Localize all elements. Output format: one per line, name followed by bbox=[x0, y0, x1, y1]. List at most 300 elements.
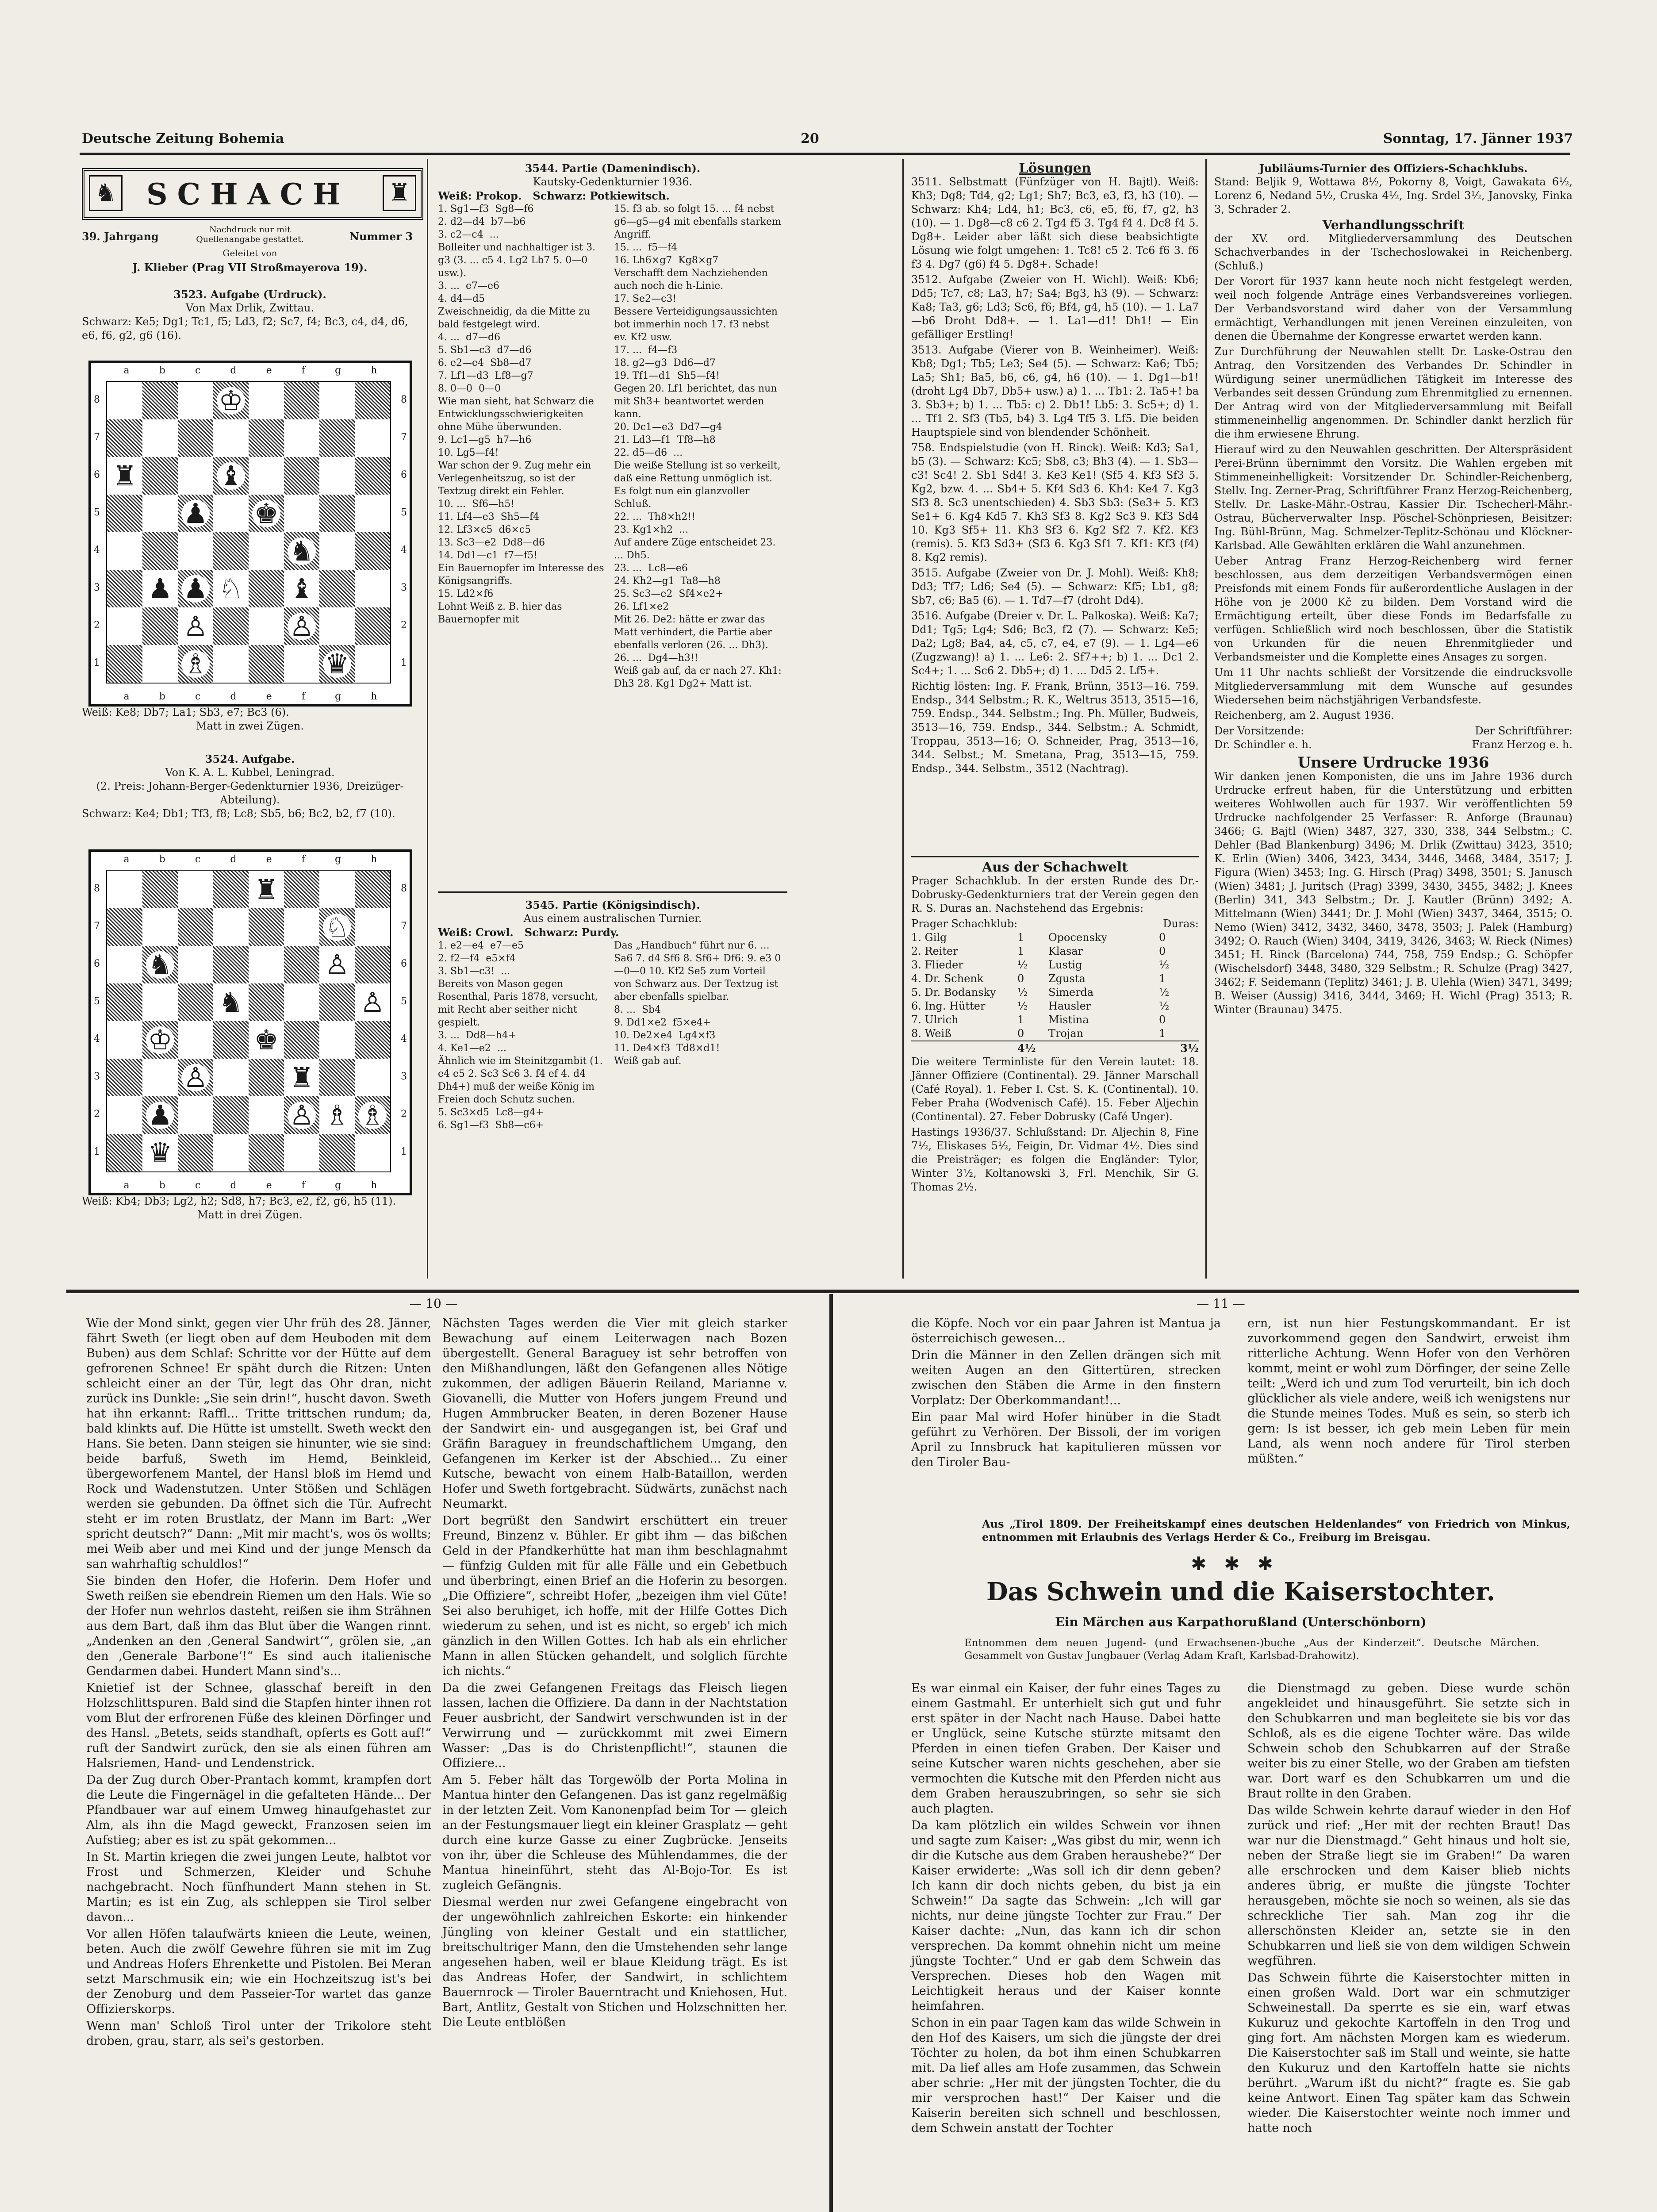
schachwelt-text: Die weitere Terminliste für den Verein lautet: 18. Jänner Offiziere (Continental). 29. Jänner Marschall (Café Royal). 1. Feber I. Cst. S. K. (Continental). 10. Feber Praha (Wodvenisch Café). 15. Feber Aljechin (Continental). 27. Feber Dobrusky (Café Unger). bbox=[911, 1056, 1199, 1123]
board-square bbox=[213, 908, 249, 946]
result-cell: 3. Flieder bbox=[911, 959, 963, 971]
board-square bbox=[107, 532, 142, 570]
board-square bbox=[107, 1021, 142, 1059]
jubilaeum-title: Jubiläums-Turnier des Offiziers-Schachklubs. bbox=[1259, 162, 1528, 175]
result-cell: Zgusta bbox=[1048, 972, 1085, 985]
problem-3524-author: Von K. A. L. Kubbel, Leningrad. bbox=[165, 766, 335, 779]
result-cell: 0 bbox=[1159, 945, 1166, 957]
board-square bbox=[249, 495, 284, 532]
board-square bbox=[355, 871, 390, 908]
board-square bbox=[213, 532, 249, 570]
board-square bbox=[107, 1059, 142, 1096]
board-square bbox=[178, 382, 213, 419]
result-cell: 0 bbox=[1017, 1027, 1024, 1040]
verhandlung-title: Verhandlungsschrift bbox=[1322, 218, 1465, 232]
result-cell: 1 bbox=[1017, 945, 1024, 957]
board-square bbox=[213, 1021, 249, 1059]
chess-piece-icon: ♘ bbox=[323, 914, 351, 941]
board-square bbox=[284, 457, 319, 495]
right-column bbox=[1214, 161, 1573, 1279]
signature: Dr. Schindler e. h. bbox=[1214, 738, 1312, 751]
result-cell: Lustig bbox=[1048, 959, 1082, 971]
board-files-top: a b c d e f g h bbox=[123, 854, 377, 865]
board-square bbox=[284, 607, 319, 645]
board-square bbox=[249, 382, 284, 419]
board-square bbox=[107, 871, 142, 908]
schach-title: SCHACH bbox=[146, 177, 350, 211]
board-square bbox=[213, 382, 249, 419]
partie-divider bbox=[438, 891, 787, 893]
board-square bbox=[178, 457, 213, 495]
board-square bbox=[107, 1096, 142, 1134]
signature-label: Der Vorsitzende: bbox=[1214, 725, 1304, 737]
board-square bbox=[284, 1021, 319, 1059]
loesung-item: 3513. Aufgabe (Vierer von B. Weinheimer). Weiß: Kb8; Dg1; Tb5; Le3; Se4 (5). — Schwarz: Ka6; Tb5; La5; Sh1; Ba5, b6, c6, g4, h6 (10). — 1. Dg1—b1! (droht Lg4 Db7, Db5+ usw.) a) 1. ... Tb1: 2. Ta5+! ba 3. Sb3+; b) 1. ... Tb5: c) 2. Db1! Lb5: 3. Sc5+; d) 1. ... Tf1 2. Sf3 (Tb5, b4) 3. Lg4 Tf5 3. Lf5. Die beiden Hauptspiele sind von blendender Schönheit. bbox=[911, 344, 1199, 438]
board-square bbox=[249, 983, 284, 1021]
result-cell: Klasar bbox=[1048, 945, 1083, 957]
board-square bbox=[355, 607, 390, 645]
verhandlung-text: Reichenberg, am 2. August 1936. bbox=[1214, 709, 1395, 722]
board-square bbox=[213, 457, 249, 495]
board-square bbox=[107, 983, 142, 1021]
partie-3544 bbox=[438, 161, 787, 887]
chess-piece-icon: ♚ bbox=[252, 1026, 280, 1054]
board-square bbox=[178, 1096, 213, 1134]
newspaper-name: Deutsche Zeitung Bohemia bbox=[82, 131, 284, 146]
board-square bbox=[142, 1021, 178, 1059]
story-title: Das Schwein und die Kaiserstochter. bbox=[986, 1577, 1495, 1606]
chess-piece-icon: ♜ bbox=[111, 462, 139, 490]
problem-3524-title: 3524. Aufgabe. bbox=[205, 753, 295, 765]
chess-piece-icon: ♚ bbox=[252, 500, 280, 527]
board-square bbox=[213, 419, 249, 457]
verhandlung-text: der XV. ord. Mitgliederversammlung des Deutschen Schachverbandes in der Tschechoslowakei in Reichenberg. (Schluß.) bbox=[1214, 232, 1573, 272]
column-rule bbox=[1205, 159, 1207, 1279]
problem-3523-white: Weiß: Ke8; Db7; La1; Sb3, e7; Bc3 (6). bbox=[82, 706, 289, 718]
board-square bbox=[355, 419, 390, 457]
board-square bbox=[178, 1021, 213, 1059]
result-cell: 5. Dr. Bodansky bbox=[911, 986, 996, 998]
board-square bbox=[178, 570, 213, 607]
board-square bbox=[355, 946, 390, 983]
result-cell: 6. Ing. Hütter bbox=[911, 1000, 986, 1012]
chess-piece-icon: ♝ bbox=[288, 575, 316, 603]
board-square bbox=[213, 1096, 249, 1134]
board-square bbox=[284, 983, 319, 1021]
board-square bbox=[107, 495, 142, 532]
board-square bbox=[319, 382, 355, 419]
board-square bbox=[249, 908, 284, 946]
story-subtitle: Ein Märchen aus Karpathorußland (Unterschönborn) bbox=[1055, 1615, 1427, 1629]
board-square bbox=[355, 1096, 390, 1134]
issue-date: Sonntag, 17. Jänner 1937 bbox=[1383, 131, 1573, 146]
urdrucke-text: Wir danken jenen Komponisten, die uns im Jahre 1936 durch Urdrucke erfreut haben, für die Unterstützung und erbitten weiteres Wohlwollen auch für 1937. Wir veröffentlichten 59 Urdrucke nachfolgender 25 Verfasser: R. Anforge (Braunau) 3466; G. Bajtl (Wien) 3487, 327, 330, 338, 344 Selbstm.; C. Dehler (Bad Blankenburg) 3496; M. Drlik (Zwittau) 3423, 3510; K. Erlin (Wien) 3406, 3423, 3434, 3446, 3468, 3484, 3517; J. Figura (Wien) 3453; Ing. G. Hirsch (Prag) 3498, 3501; S. Janusch (Wien) 3481; J. Juritsch (Prag) 3399, 3430, 3455, 3482; J. Knees (Berlin) 341, 343 Selbstm.; Dr. J. Kautler (Brünn) 3492; A. Mittelmann (Wien) 3441; Dr. J. Mohl (Wien) 3437, 3464, 3515; O. Nemo (Wien) 3412, 3432, 3460, 3478, 3503; J. Palek (Hamburg) 3492; O. Rauch (Wien) 3404, 3419, 3426, 3463; W. Rieck (Nimes) 3451; H. Rinck (Barcelona) 744, 758, 759 Endsp.; G. Schöpfer (Wischelsdorf) 3448, 3480, 329 Selbstm.; R. Schulze (Prag) 3427, 3462; F. Seidemann (Teplitz) 3461; J. B. Ulehla (Wien) 3471, 3499; B. Weiser (Aussig) 3416, 3444, 3469; H. Wichl (Prag) 3513; R. Winter (Braunau) 3475. bbox=[1214, 770, 1573, 1016]
chess-piece-icon: ♟ bbox=[181, 575, 210, 603]
total-left: 4½ bbox=[1017, 1042, 1036, 1055]
schachwelt-text: Hastings 1936/37. Schlußstand: Dr. Aljechin 8, Fine 7½, Eliskases 5½, Feigin, Dr. Vidmar 4½. Dies sind die Preisträger; es folgen die Engländer: Tylor, Winter 3½, Koltanowski 3, Frl. Menchik, Sir G. Thomas 2½. bbox=[911, 1126, 1199, 1193]
total-right: 3½ bbox=[1180, 1042, 1199, 1055]
problem-3524-footer bbox=[82, 1194, 418, 1222]
board-ranks-left: 8 7 6 5 4 3 2 1 bbox=[94, 883, 100, 1157]
board-square bbox=[284, 1096, 319, 1134]
board-square bbox=[249, 1021, 284, 1059]
story-col1: Es war einmal ein Kaiser, der fuhr eines Tages zu einem Gastmahl. Er unterhielt sich gut und fuhr erst später in der Nacht nach Hause. Dabei hatte er Unglück, seine Kutsche stürzte mitsamt den Pferden in einen tiefen Graben. Der Kaiser und seine Kutscher waren nichts geschehen, aber sie vermochten die Kutsche mit den Pferden nicht aus dem Graben herauszubringen, so sehr sie sich auch plagten. Da kam plötzlich ein wildes Schwein vor ihnen und sagte zum Kaiser: „Was gibst du mir, wenn ich dir die Kutsche aus dem Graben heraushebe?“ Der Kaiser erwiderte: „Was soll ich dir denn geben? Ich kann dir doch nichts geben, du bist ja ein Schwein!“ Da sagte das Schwein: „Ich will gar nichts, nur deine jüngste Tochter zur Frau.“ Der Kaiser dachte: „Nun, das kann ich dir schon versprechen. Da kommt ohnehin nicht um meine jüngste Tochter.“ Und er gab dem Schwein das Versprechen. Dieses hob den Wagen mit Leichtigkeit heraus und der Kaiser konnte heimfahren. Schon in ein paar Tagen kam das wilde Schwein in den Hof des Kaisers, um sich die jüngste der drei Töchter zu holen, da bot ihm einen Schubkarren mit. Da lief alles am Hofe zusammen, das Schwein aber schrie: „Her mit der jüngsten Tochter, die du mir versprochen hast!“ Der Kaiser und die Kaiserin bereiten sich schnell und beschlossen, dem Schwein anstatt der Tochter bbox=[911, 1682, 1221, 2135]
board-square bbox=[142, 382, 178, 419]
verhandlung-text: Der Vorort für 1937 kann heute noch nicht festgelegt werden, weil noch folgende Anträge eines Verbandsvereines vorliegen. Der Verbandsvorstand wird daher von der Versammlung ermächtigt, Verhandlungen mit jenen Vereinen einzuleiten, von denen die Übernahme der Kongresse erwartet werden kann. bbox=[1214, 275, 1573, 342]
result-cell: 8. Weiß bbox=[911, 1027, 952, 1040]
reprint-notice: Nachdruck nur mit Quellenangabe gestattet. bbox=[196, 225, 304, 244]
result-cell: 7. Ulrich bbox=[911, 1014, 959, 1026]
board-files-top: a b c d e f g h bbox=[123, 365, 377, 376]
board-square bbox=[249, 419, 284, 457]
board-square bbox=[319, 607, 355, 645]
board-square bbox=[142, 419, 178, 457]
board-square bbox=[142, 607, 178, 645]
loesung-item: 3516. Aufgabe (Dreier v. Dr. L. Palkoska). Weiß: Ka7; Dd1; Tg5; Lg4; Sd6; Bc3, f2 (7). — Schwarz: Ke5; Da2; Lg8; Ba4, a4, c5, c7, e4, e7 (9). — 1. Lg4—e6 (Zugzwang)! a) 1. ... Le6: 2. Sf7++; b) 1. ... Dc1 2. Sc4+; 1. ... Sc6 2. Db5+; d) 1. ... Dd5 2. Lf5+. bbox=[911, 610, 1199, 677]
board-square bbox=[319, 908, 355, 946]
board-square bbox=[142, 1134, 178, 1171]
board-square bbox=[284, 570, 319, 607]
result-cell: 1 bbox=[1159, 1027, 1166, 1040]
board-square bbox=[284, 419, 319, 457]
problem-3524-black: Schwarz: Ke4; Db1; Tf3, f8; Lc8; Sb5, b6; Bc2, b2, f7 (10). bbox=[82, 807, 395, 820]
board-square bbox=[178, 1134, 213, 1171]
problem-3523-footer bbox=[82, 706, 418, 733]
loesungen-title: Lösungen bbox=[1019, 161, 1091, 176]
urdrucke-title: Unsere Urdrucke 1936 bbox=[1297, 754, 1489, 772]
rook-icon: ♜ bbox=[383, 175, 416, 211]
board-square bbox=[284, 532, 319, 570]
verhandlung-text: Ueber Antrag Franz Herzog-Reichenberg wird ferner beschlossen, aus dem derzeitigen Verbandsvermögen einen Preisfonds mit einem Fonds für außerordentliche Auslagen in der Höhe von je 2000 Kč zu bilden. Dem Vorstand wird die Ermächtigung erteilt, über diese Fonds im Bedarfsfalle zu verfügen. Schließlich wird noch beschlossen, über die Statistik von Urkunden für die neuen Ehrenmitglieder und Verbandsmeister und die Komplette eines Ansages zu sorgen. bbox=[1214, 555, 1573, 663]
board-files-bottom: a b c d e f g h bbox=[123, 1180, 377, 1191]
loesung-item: 3511. Selbstmatt (Fünfzüger von H. Bajtl). Weiß: Kh3; Dg8; Td4, g2; Lg1; Sh7; Bc3, e3, f3, h3 (10). — Schwarz: Kh4; Ld4, h1; Bc3, c6, e5, f6, f7, g2, h3 (10). — 1. Dg8—c8 c6 2. Tg4 f5 3. Tg4 f4 4. Dc8 f4 5. Dg8+. Leider aber läßt sich diese beabsichtigte Lösung wie folgt umgehen: 1. Tc8! c5 2. Tc6 f6 3. f6 f3 4. Dg7 (g6) f4 5. Dg8+. Schade! bbox=[911, 176, 1199, 270]
problem-3524-header bbox=[82, 752, 418, 821]
result-row bbox=[911, 972, 1199, 986]
board-ranks-right: 8 7 6 5 4 3 2 1 bbox=[401, 394, 407, 668]
column-rule bbox=[902, 159, 904, 1279]
result-row bbox=[911, 931, 1199, 945]
board-square bbox=[355, 570, 390, 607]
chess-piece-icon: ♛ bbox=[146, 1139, 174, 1167]
result-cell: 0 bbox=[1159, 1014, 1166, 1026]
schachwelt-section bbox=[911, 860, 1199, 1276]
column-rule bbox=[427, 159, 428, 1279]
page-11-number: — 11 — bbox=[1197, 1296, 1245, 1311]
result-cell: 1 bbox=[1017, 1014, 1024, 1026]
board-square bbox=[284, 946, 319, 983]
board-square bbox=[213, 983, 249, 1021]
board-grid bbox=[106, 381, 391, 684]
results-table bbox=[911, 931, 1199, 1041]
board-square bbox=[213, 570, 249, 607]
loesung-item: 758. Endspielstudie (von H. Rinck). Weiß: Kd3; Sa1, b5 (3). — Schwarz: Kc5; Sb8, c3; Bh3 (4). — 1. Sb3—c3! Sc4! 2. Sb1 Sd4! 3. Ke3 Ke1! (Sf5 4. Kf3 Sf3 5. Kg2, bzw. 4. ... Sb4+ 5. Kf4 Sd3 6. Kh4: Ke4 7. Kg3 Sf3 8. Sc3 unentschieden) 4. Sb3 Sb3: (Se3+ 5. Kf3 Se1+ 6. Kg4 Kd5 7. Kh3 Sf3 8. Kg2 Sc3 9. Kf3 Sd4 10. Kg3 Sf5+ 11. Kh3 Sf3 6. Kg2 Sf2 7. Kf2. Kf3 (remis). 5. Kf3 Sd3+ (Sf3 6. Kg3 Sf1 7. Kf1: Kf3 (f4) 8. Kg2 remis). bbox=[911, 442, 1199, 564]
board-square bbox=[107, 607, 142, 645]
board-square bbox=[355, 645, 390, 683]
board-square bbox=[178, 1059, 213, 1096]
board-square bbox=[213, 645, 249, 683]
board-square bbox=[355, 457, 390, 495]
verhandlung-text: Zur Durchführung der Neuwahlen stellt Dr. Laske-Ostrau den Antrag, den Vorsitzenden des Verbandes Dr. Schindler in Würdigung seiner unermüdlichen Tätigkeit im Interesse des Verbandes seit dessen Gründung zum Ehrenmitglied zu ernennen. Der Antrag wird von der Mitgliederversammlung mit Beifall stimmeneinhellig angenommen. Dr. Schindler dankt herzlich für die ihm erwiesene Ehrung. bbox=[1214, 346, 1573, 440]
partie-3544-players: Weiß: Prokop. Schwarz: Potkiewitsch. bbox=[438, 189, 670, 202]
board-square bbox=[142, 983, 178, 1021]
board-square bbox=[142, 532, 178, 570]
editor-label: Geleitet von bbox=[222, 248, 277, 258]
board-square bbox=[107, 457, 142, 495]
result-row bbox=[911, 986, 1199, 999]
board-square bbox=[355, 1021, 390, 1059]
board-square bbox=[107, 382, 142, 419]
board-square bbox=[213, 607, 249, 645]
jubilaeum-text: Stand: Beljik 9, Wottawa 8½, Pokorny 8, Voigt, Gawakata 6½, Lorenz 6, Nedand 5½, Cruska 4½, Ing. Srdel 3½, Janovsky, Finka 3, Schrader 2. bbox=[1214, 176, 1573, 215]
board-square bbox=[213, 495, 249, 532]
board-square bbox=[249, 946, 284, 983]
problem-3523-author: Von Max Drlik, Zwittau. bbox=[185, 302, 315, 314]
board-square bbox=[107, 1134, 142, 1171]
board-square bbox=[355, 382, 390, 419]
page-number: 20 bbox=[801, 131, 819, 146]
board-grid bbox=[106, 870, 391, 1172]
board-square bbox=[178, 645, 213, 683]
chess-piece-icon: ♟ bbox=[146, 575, 174, 603]
board-square bbox=[284, 1059, 319, 1096]
problem-3524-prize: (2. Preis: Johann-Berger-Gedenkturnier 1936, Dreizüger-Abteilung). bbox=[96, 780, 404, 806]
board-square bbox=[319, 1059, 355, 1096]
schach-box bbox=[82, 168, 423, 220]
board-square bbox=[319, 946, 355, 983]
board-square bbox=[142, 570, 178, 607]
verhandlung-text: Hierauf wird zu den Neuwahlen geschritten. Der Alterspräsident Perei-Brünn übernimmt den Vorsitz. Die Wahlen ergeben mit Stimmeneinhelligkeit: Vorsitzender Dr. Schindler-Reichenberg, Stellv. Ing. Zerner-Prag, Schriftführer Franz Herzog-Reichenberg, Stellv. Dr. Laske-Mähr.-Ostrau, Kassier Dir. Tschecherl-Mähr.-Ostrau, Bücherverwalter Insp. Pöschel-Schönpriesen, Beisitzer: Ing. Bühl-Brünn, Mag. Schmelzer-Teplitz-Schönau und Klöckner-Karlsbad. Alle Gewählten erklären die Wahl anzunehmen. bbox=[1214, 443, 1573, 552]
page-10-col1: Wie der Mond sinkt, gegen vier Uhr früh des 28. Jänner, fährt Sweth (er liegt oben auf dem Heuboden mit dem Buben) aus dem Schlaf: Schritte vor der Hütte auf dem gefrorenen Schnee! Er späht durch die Ritzen: Unten schleicht einer an der Tür, legt das Ohr dran, nicht zurück ins Dunkle: „Sie sein drin!“, huscht davon. Sweth hat ihn erkannt: Raffl... Tritte trittschen rundum; da, bald klinkts auf. Die Hütte ist umstellt. Sweth weckt den Hans. Sie beten. Dann steigen sie hinunter, wie sie sind: beide barfuß, Sweth im Hemd, Beinkleid, übergeworfenem Mantel, der Hansl bloß im Hemd und Rock und Wadenstutzen. Unter Stößen und Schlägen werden sie gebunden. Da öffnet sich die Tür. Aufrecht steht er im roten Brustlatz, der Mann im Bart: „Wer spricht deutsch?“ Dann: „Mit mir macht's, wos ös wollts; mei Weib aber und mei Kind und der junge Mensch da san wahrhaftig schuldlos!“ Sie binden den Hofer, die Hoferin. Dem Hofer und Sweth reißen sie ebendrein Riemen um den Hals. Wie so der Hofer nun wehrlos dasteht, reißen sie ihm Strähnen aus dem Bart, daß ihm das Blut über die Wangen rinnt. „Andenken an den ‚General Sandwirt‘“, grölen sie, „an den ‚Generale Barbone‘!“ Es sind auch italienische Gendarmen dabei. Hundert Mann sind's... Knietief ist der Schnee, glasschaf bereift in den Holzschlittspuren. Bald sind die Stapfen hinter ihnen rot vom Blut der erfrorenen Füße des kleinen Dörfinger und des Hansl. „Betets, seids standhaft, opferts es Gott auf!“ ruft der Sandwirt zurück, den sie als einen führen am Halsriemen, Hand- und Lendenstrick. Da der Zug durch Ober-Prantach kommt, krampfen dort die Leute die Fingernägel in die gefalteten Hände... Der Pfandbauer war auf einem Umweg hinaufgehastet zur Alm, als ihn die Magd geweckt, Franzosen seien im Aufstieg; aber es ist zu spät gekommen... In St. Martin kriegen die zwei jungen Leute, halbtot vor Frost und Schmerzen, Kleider und Schuhe nachgebracht. Noch fünfhundert Mann stehen in St. Martin; es ist ein Zug, als schleppen sie Tirol selber davon... Vor allen Höfen talaufwärts knieen die Leute, weinen, beten. Auch die zwölf Gewehre führen sie mit im Zug und Andreas Hofers Ehrenkette und Pistolen. Bei Meran setzt Marschmusik ein; wie ein Hochzeitszug ist's bei der Zenoburg und dem Passeier-Tor wartet das ganze Offizierskorps. Wenn man' Schloß Tirol unter der Trikolore steht droben, grau, starr, als sei's gestorben. bbox=[86, 1317, 431, 2048]
chess-piece-icon: ♟ bbox=[146, 1102, 174, 1129]
chess-piece-icon: ♙ bbox=[181, 613, 210, 640]
jahrgang: 39. Jahrgang bbox=[82, 230, 159, 243]
board-square bbox=[107, 946, 142, 983]
result-row bbox=[911, 958, 1199, 972]
board-square bbox=[178, 983, 213, 1021]
result-cell: 1 bbox=[1017, 931, 1024, 944]
board-square bbox=[178, 946, 213, 983]
chess-piece-icon: ♙ bbox=[181, 1064, 210, 1091]
result-cell: ½ bbox=[1017, 986, 1028, 998]
board-ranks-right: 8 7 6 5 4 3 2 1 bbox=[401, 883, 407, 1157]
chess-piece-icon: ♙ bbox=[323, 951, 351, 979]
board-square bbox=[178, 495, 213, 532]
board-square bbox=[319, 570, 355, 607]
board-square bbox=[213, 1059, 249, 1096]
result-cell: ½ bbox=[1159, 986, 1170, 998]
board-square bbox=[249, 532, 284, 570]
partie-3545-moves-right: Das „Handbuch“ führt nur 6. ... Sa6 7. d4 Sf6 8. Sf6+ Df6: 9. e3 0—0—0 10. Kf2 Se5 zum Vorteil von Schwarz aus. Der Textzug ist aber ebenfalls spielbar. 8. ... Sb4 9. Dd1×e2 f5×e4+ 10. De2×e4 Lg4×f3 11. De4×f3 Td8×d1! Weiß gab auf. bbox=[614, 940, 781, 1067]
result-cell: 0 bbox=[1159, 931, 1166, 944]
board-square bbox=[178, 532, 213, 570]
board-square bbox=[284, 645, 319, 683]
board-square bbox=[178, 908, 213, 946]
result-cell: 1 bbox=[1159, 972, 1166, 985]
board-ranks-left: 8 7 6 5 4 3 2 1 bbox=[94, 394, 100, 668]
chess-piece-icon: ♟ bbox=[181, 500, 210, 527]
board-square bbox=[249, 457, 284, 495]
result-cell: ½ bbox=[1017, 1000, 1028, 1012]
header-rule bbox=[80, 153, 1570, 155]
page-fold-vertical bbox=[829, 1294, 833, 2212]
board-square bbox=[284, 382, 319, 419]
board-square bbox=[107, 419, 142, 457]
result-cell: ½ bbox=[1159, 1000, 1170, 1012]
result-row bbox=[911, 999, 1199, 1013]
board-square bbox=[319, 1021, 355, 1059]
board-square bbox=[142, 946, 178, 983]
table-head-left: Prager Schachklub: bbox=[911, 918, 1018, 930]
result-cell: Trojan bbox=[1048, 1027, 1084, 1040]
loesung-item: Richtig lösten: Ing. F. Frank, Brünn, 3513—16. 759. Endsp., 344 Selbstm.; R. K., Weltrus 3513, 3515—16, 759. Endsp., 344. Selbstm.; Ing. Ph. Müller, Budweis, 3513—16, 759. Endsp., 344. Selbstm.; A. Schmidt, Troppau, 3513—16; O. Schneider, Prag, 3513—16, 344. Selbst.; M. Smetana, Prag, 3513—15, 759. Endsp., 344. Selbstm., 3512 (Nachtrag). bbox=[911, 680, 1199, 775]
chess-piece-icon: ♞ bbox=[146, 951, 174, 979]
result-cell: ½ bbox=[1159, 959, 1170, 971]
board-square bbox=[319, 419, 355, 457]
board-square bbox=[355, 1059, 390, 1096]
chess-piece-icon: ♔ bbox=[217, 387, 245, 415]
board-square bbox=[249, 1059, 284, 1096]
board-square bbox=[355, 532, 390, 570]
board-square bbox=[142, 457, 178, 495]
chess-piece-icon: ♔ bbox=[146, 1026, 174, 1054]
signature: Franz Herzog e. h. bbox=[1472, 738, 1573, 751]
chess-piece-icon: ♜ bbox=[288, 1064, 316, 1091]
board-square bbox=[107, 645, 142, 683]
board-square bbox=[284, 1134, 319, 1171]
board-square bbox=[319, 871, 355, 908]
result-cell: 0 bbox=[1017, 972, 1024, 985]
result-cell: Mistina bbox=[1048, 1014, 1089, 1026]
problem-3524-white: Weiß: Kb4; Db3; Lg2, h2; Sd8, h7; Bc3, e2, f2, g6, h5 (11). bbox=[82, 1195, 396, 1207]
board-square bbox=[319, 1134, 355, 1171]
board-square bbox=[142, 871, 178, 908]
problem-3523-header bbox=[82, 288, 418, 342]
page-11-col1: die Köpfe. Noch vor ein paar Jahren ist Mantua ja österreichisch gewesen... Drin die Männer in den Zellen drängen sich mit weiten Augen an den Gittertüren, strecken zwischen den Stäben die Arme in den finstern Vorplatz: Der Oberkommandant!... Ein paar Mal wird Hofer hinüber in die Stadt geführt zu Verhören. Der Bissoli, der im vorigen April zu Innsbruck hat kapitulieren müssen vor den Tiroler Bau- bbox=[911, 1317, 1221, 1469]
board-square bbox=[284, 871, 319, 908]
loesungen-section bbox=[911, 161, 1199, 812]
board-square bbox=[142, 1096, 178, 1134]
board-square bbox=[319, 457, 355, 495]
chess-piece-icon: ♜ bbox=[252, 876, 280, 903]
result-row bbox=[911, 1013, 1199, 1027]
board-square bbox=[319, 983, 355, 1021]
page-11-col2: ern, ist nun hier Festungskommandant. Er ist zuvorkommend gegen den Sandwirt, erweist ihm ritterliche Achtung. Wenn Hofer von den Verhören kommt, meint er wohl zum Dörfinger, der seine Zelle teilt: „Werd ich und zum Tod verurteilt, bin ich doch glücklicher als viele andere, weiß ich wenigstens nur die Stunde meines Todes. Muß es sein, so sterb ich gern: Is ist besser, ich geb mein Leben für mein Land, als wenn noch andere für Tirol sterben müßten.“ bbox=[1247, 1317, 1570, 1466]
board-square bbox=[319, 645, 355, 683]
page-fold-rule bbox=[66, 1290, 1579, 1293]
chess-piece-icon: ♘ bbox=[217, 575, 245, 603]
board-square bbox=[249, 607, 284, 645]
partie-3545-moves-left: 1. e2—e4 e7—e5 2. f2—f4 e5×f4 3. Sb1—c3! ... Bereits von Mason gegen Rosenthal, Paris 1878, versucht, mit Recht aber seither nicht gespielt. 3. ... Dd8—h4+ 4. Ke1—e2 ... Ähnlich wie im Steinitzgambit (1. e4 e5 2. Sc3 Sc6 3. f4 ef 4. d4 Dh4+) muß der weiße König im Freien doch Schutz suchen. 5. Sc3×d5 Lc8—g4+ 6. Sg1—f3 Sb8—c6+ bbox=[438, 940, 603, 1131]
schachwelt-intro: Prager Schachklub. In der ersten Runde des Dr.-Dobrusky-Gedenkturniers trat der Verein gegen den R. S. Duras an. Nachstehend das Ergebnis: bbox=[911, 875, 1199, 914]
board-square bbox=[178, 607, 213, 645]
signature-label: Der Schriftführer: bbox=[1475, 725, 1573, 737]
knight-icon: ♞ bbox=[89, 175, 123, 211]
story-col2: die Dienstmagd zu geben. Diese wurde schön angekleidet und hinausgeführt. Sie setzte sich in den Schubkarren und man begleitete sie bis vor das Schloß, als es die eigene Tochter wäre. Das wilde Schwein schob den Schubkarren auf der Straße weiter bis zu einer Stelle, wo der Graben am tiefsten war. Dort warf es den Schubkarren um und die Braut rollte in den Graben. Das wilde Schwein kehrte darauf wieder in den Hof zurück und rief: „Her mit der rechten Braut! Das war nur die Dienstmagd.“ Geht hinaus und holt sie, neben der Straße liegt sie im Graben!“ Da waren alle erschrocken und dem Kaiser blieb nichts anderes übrig, er mußte die jüngste Tochter herausgeben, möchte sie noch so weinen, als sie das schreckliche Tier sah. Man zog ihr die allerschönsten Kleider an, setzte sie in den Schubkarren und ließ sie von dem wildigen Schwein wegführen. Das Schwein führte die Kaiserstochter mitten in einen großen Wald. Dort war ein schmutziger Schweinestall. Da sperrte es sie ein, warf etwas Kukuruz und gekochte Kartoffeln in den Trog und ging fort. Am nächsten Morgen kam es wiederum. Die Kaiserstochter saß im Stall und weinte, sie hatte den Kukuruz und den Kartoffeln hatte sie nichts berührt. „Warum ißt du nicht?“ fragte es. Sie gab keine Antwort. Einen Tag später kam das Schwein wieder. Die Kaiserstochter weinte noch immer und hatte noch bbox=[1247, 1682, 1570, 2135]
chess-piece-icon: ♛ bbox=[323, 650, 351, 678]
chess-piece-icon: ♙ bbox=[358, 989, 387, 1016]
chess-piece-icon: ♞ bbox=[288, 538, 316, 565]
board-square bbox=[142, 1059, 178, 1096]
board-square bbox=[142, 645, 178, 683]
partie-3544-title: 3544. Partie (Damenindisch). bbox=[525, 162, 701, 175]
asterisk-divider: ✱✱✱ bbox=[1191, 1553, 1291, 1575]
board-square bbox=[319, 532, 355, 570]
partie-3545-players: Weiß: Crowl. Schwarz: Purdy. bbox=[438, 926, 619, 939]
chess-board-3524 bbox=[88, 849, 412, 1195]
verhandlung-text: Um 11 Uhr nachts schließt der Vorsitzende die eindrucksvolle Mitgliederversammlung mit dem Wunsche auf gesundes Wiedersehen beim nächstjährigen Verbandsfeste. bbox=[1214, 666, 1573, 706]
chess-piece-icon: ♞ bbox=[217, 989, 245, 1016]
story-source: Entnommen dem neuen Jugend- (und Erwachsenen-)buche „Aus der Kinderzeit“. Deutsche Märchen. Gesammelt von Gustav Jungbauer (Verlag Adam Kraft, Karlsbad-Drahowitz). bbox=[964, 1637, 1539, 1662]
partie-3545-title: 3545. Partie (Königsindisch). bbox=[525, 899, 700, 911]
board-square bbox=[284, 908, 319, 946]
board-square bbox=[178, 419, 213, 457]
chess-piece-icon: ♝ bbox=[217, 462, 245, 490]
board-square bbox=[355, 1134, 390, 1171]
result-cell: Opocensky bbox=[1048, 931, 1108, 944]
result-cell: ½ bbox=[1017, 959, 1028, 971]
chess-piece-icon: ♗ bbox=[358, 1102, 387, 1129]
result-row bbox=[911, 945, 1199, 958]
table-head-right: Duras: bbox=[1163, 918, 1199, 930]
board-square bbox=[213, 1134, 249, 1171]
section-divider bbox=[911, 856, 1199, 857]
problem-3523-black: Schwarz: Ke5; Dg1; Tc1, f5; Ld3, f2; Sc7, f4; Bc3, c4, d4, d6, e6, f6, g2, g6 (16). bbox=[82, 315, 408, 342]
chess-piece-icon: ♙ bbox=[288, 1102, 316, 1129]
board-square bbox=[355, 908, 390, 946]
board-square bbox=[142, 908, 178, 946]
loesung-item: 3512. Aufgabe (Zweier von H. Wichl). Weiß: Kb6; Dd5; Tc7, c8; La3, h7; Sa4; Bg3, h3 (9). — Schwarz: Ka8; Ta3, g6; Ld3; Sc6, f6; Bf4, g4, h5 (10). — 1. La7—b6 Droht Dd8+. — 1. La1—d1! Dh1! — Ein gefälliger Erstling! bbox=[911, 273, 1199, 341]
schachwelt-title: Aus der Schachwelt bbox=[982, 860, 1128, 875]
loesung-item: 3515. Aufgabe (Zweier von Dr. J. Mohl). Weiß: Kh8; Dd3; Tf7; Ld6; Se4 (5). — Schwarz: Kf5; Lb1, g8; Sb7, c6; Ba5 (6). — 1. Td7—f7 (droht Dd4). bbox=[911, 567, 1199, 607]
board-square bbox=[178, 871, 213, 908]
page-10-col2: Nächsten Tages werden die Vier mit gleich starker Bewachung auf einem Leiterwagen nach Bozen übergestellt. General Baraguey ist sehr betroffen von den Mißhandlungen, läßt den Gefangenen alles Nötige zukommen, der adligen Bäuerin Reiland, Marianne v. Giovanelli, die Mutter von Hofers jungem Freund und Hugen Ammbrucker Beaten, in deren Bozener Hause der Sandwirt ein- und ausgegangen ist, bei Graf und Gräfin Baraguey in freundschaftlichem Umgang, den Gefangenen im Kerker ist der Abschied... Zu einer Kutsche, bewacht von einem Halb-Bataillon, werden Hofer und Sweth fortgebracht. Südwärts, zunächst nach Neumarkt. Dort begrüßt den Sandwirt erschüttert ein treuer Freund, Binzenz v. Bühler. Er gibt ihm — das bißchen Geld in der Pfandkerhütte hat man ihm beschlagnahmt — fünfzig Gulden mit für alle Fälle und ein Gebetbuch und überbringt, einen Brief an die Hoferin zu besorgen. „Die Offiziere“, schreibt Hofer, „bezeigen ihm viel Güte! Sei also beruhiget, ich hoffe, mit der Hilfe Gottes Dich wiederum zu sehen, und ist es nicht, so ergeb' ich mich gänzlich in den Willen Gottes. Ich hab als ein ehrlicher Mann in allen Stücken gehandelt, und solglich fürchte ich nichts.“ Da die zwei Gefangenen Freitags das Fleisch liegen lassen, lachen die Offiziere. Da dann in der Nachtstation Feuer ausbricht, der Sandwirt verschwunden ist in der Verwirrung und — zurückkommt mit zwei Eimern Wasser: „Das is do Christenpflicht!“, staunen die Offiziere... Am 5. Feber hält das Torgewölb der Porta Molina in Mantua hinter den Gefangenen. Das ist ganz regelmäßig in der letzten Zeit. Vom Kanonenpfad beim Tor — gleich an der Festungsmauer liegt ein kleiner Grasplatz — geht durch eine kurze Gasse zu einer Zugbrücke. Jenseits von ihr, über die Schleuse des Mühlendammes, die der Mantua hineinführt, steht das Al-Bojo-Tor. Es ist zugleich Gefängnis. Diesmal werden nur zwei Gefangene eingebracht von der ungewöhnlich zahlreichen Eskorte: ein hinkender Jüngling von kleiner Gestalt und ein stattlicher, breitschultriger Mann, den die Umstehenden sehr lange angesehen haben, weil er blaue Kleidung trägt. Es ist das Andreas Hofer, der Sandwirt, in schlichtem Bauernrock — Tiroler Bauerntracht und Kniehosen, Hut. Bart, Antlitz, Gestalt von Stichen und Holzschnitten her. Die Leute entblößen bbox=[442, 1317, 787, 2029]
board-square bbox=[107, 908, 142, 946]
board-square bbox=[249, 871, 284, 908]
board-square bbox=[319, 495, 355, 532]
result-row bbox=[911, 1027, 1199, 1041]
result-cell: Hausler bbox=[1048, 1000, 1091, 1012]
partie-3544-moves-right: 15. f3 ab. so folgt 15. ... f4 nebst g6—g5—g4 mit ebenfalls starkem Angriff. 15. ... f5—f4 16. Lh6×g7 Kg8×g7 Verschafft dem Nachziehenden auch noch die h-Linie. 17. Se2—c3! Bessere Verteidigungsaussichten bot immerhin noch 17. f3 nebst ev. Kf2 usw. 17. ... f4—f3 18. g2—g3 Dd6—d7 19. Tf1—d1 Sh5—f4! Gegen 20. Lf1 berichtet, das nun mit Sh3+ beantwortet werden kann. 20. Dc1—e3 Dd7—g4 21. Ld3—f1 Tf8—h8 22. d5—d6 ... Die weiße Stellung ist so verkeilt, daß eine Rettung unmöglich ist. Es folgt nun ein glanzvoller Schluß. 22. ... Th8×h2!! 23. Kg1×h2 ... Auf andere Züge entscheidet 23. ... Dh5. 23. ... Lc8—e6 24. Kh2—g1 Ta8—h8 25. Sc3—e2 Sf4×e2+ 26. Lf1×e2 Mit 26. De2: hätte er zwar das Matt verhindert, die Partie aber ebenfalls verloren (26. ... Dh3). 26. ... Dg4—h3!! Weiß gab auf, da er nach 27. Kh1: Dh3 28. Kg1 Dg2+ Matt ist. bbox=[614, 204, 782, 689]
page-11-credit: Aus „Tirol 1809. Der Freiheitskampf eines deutschen Heldenlandes“ von Friedrich von Minkus, entnommen mit Erlaubnis des Verlags Herder & Co., Freiburg im Breisgau. bbox=[982, 1517, 1570, 1544]
editor: J. Klieber (Prag VII Stroßmayerova 19). bbox=[132, 261, 368, 274]
board-square bbox=[319, 1096, 355, 1134]
board-square bbox=[107, 570, 142, 607]
issue-number: Nummer 3 bbox=[349, 230, 413, 243]
chess-board-3523 bbox=[88, 361, 412, 707]
board-square bbox=[249, 645, 284, 683]
problem-3523-title: 3523. Aufgabe (Urdruck). bbox=[173, 288, 326, 301]
board-square bbox=[142, 495, 178, 532]
board-square bbox=[284, 495, 319, 532]
chess-piece-icon: ♙ bbox=[288, 613, 316, 640]
board-square bbox=[355, 495, 390, 532]
board-square bbox=[213, 871, 249, 908]
partie-3545 bbox=[438, 898, 787, 1279]
board-square bbox=[249, 570, 284, 607]
board-square bbox=[213, 946, 249, 983]
problem-3523-stipulation: Matt in zwei Zügen. bbox=[196, 720, 304, 732]
problem-3524-stipulation: Matt in drei Zügen. bbox=[197, 1209, 303, 1221]
result-cell: 2. Reiter bbox=[911, 945, 958, 957]
partie-3544-event: Kautsky-Gedenkturnier 1936. bbox=[533, 176, 693, 188]
result-cell: 1. Gilg bbox=[911, 931, 947, 944]
partie-3545-event: Aus einem australischen Turnier. bbox=[523, 912, 702, 925]
board-files-bottom: a b c d e f g h bbox=[123, 691, 377, 702]
board-square bbox=[249, 1096, 284, 1134]
result-cell: 4. Dr. Schenk bbox=[911, 972, 984, 985]
board-square bbox=[249, 1134, 284, 1171]
partie-3544-moves-left: 1. Sg1—f3 Sg8—f6 2. d2—d4 b7—b6 3. c2—c4 ... Bolleiter und nachhaltiger ist 3. g3 (3. ... c5 4. Lg2 Lb7 5. 0—0 usw.). 3. ... e7—e6 4. d4—d5 Zweischneidig, da die Mitte zu bald festgelegt wird. 4. ... d7—d6 5. Sb1—c3 d7—d6 6. e2—e4 Sb8—d7 7. Lf1—d3 Lf8—g7 8. 0—0 0—0 Wie man sieht, hat Schwarz die Entwicklungsschwierigkeiten ohne Mühe überwunden. 9. Lc1—g5 h7—h6 10. Lg5—f4! War schon der 9. Zug mehr ein Verlegenheitszug, so ist der Textzug direkt ein Fehler. 10. ... Sf6—h5! 11. Lf4—e3 Sh5—f4 12. Lf3×c5 d6×c5 13. Sc3—e2 Dd8—d6 14. Dd1—c1 f7—f5! Ein Bauernopfer im Interesse des Königsangriffs. 15. Ld2×f6 Lohnt Weiß z. B. hier das Bauernopfer mit bbox=[438, 204, 604, 625]
